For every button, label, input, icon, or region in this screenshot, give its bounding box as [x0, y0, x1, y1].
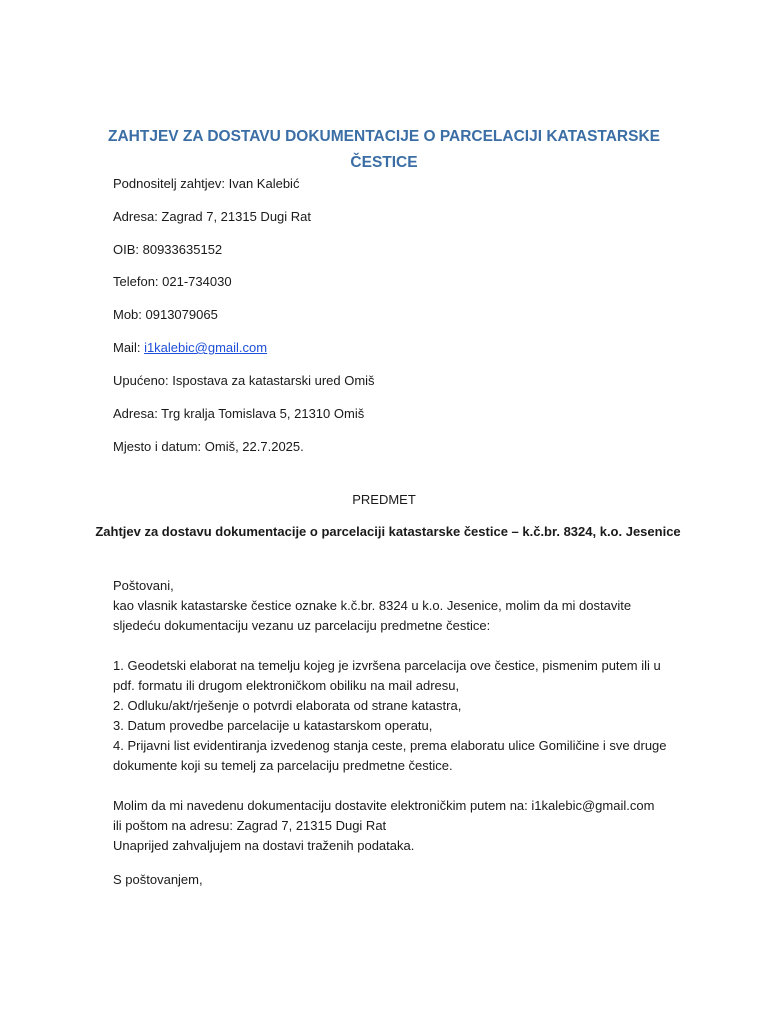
document-title: ZAHTJEV ZA DOSTAVU DOKUMENTACIJE O PARCELACIJI KATASTARSKE ČESTICE — [108, 128, 660, 171]
phone-line: Telefon: 021-734030 — [113, 274, 232, 289]
subject-label: PREDMET — [352, 492, 416, 507]
closing-line: S poštovanjem, — [113, 872, 203, 887]
addressed-to-line: Upućeno: Ispostava za katastarski ured Omiš — [113, 373, 375, 388]
mail-line — [113, 338, 267, 358]
item-4-line-2: dokumente koji su temelj za parcelaciju predmetne čestice. — [113, 758, 453, 773]
subject-line: Zahtjev za dostavu dokumentacije o parcelaciji katastarske čestice – k.č.br. 8324, k.o. Jesenice — [95, 524, 681, 539]
intro-line-2: sljedeću dokumentaciju vezanu uz parcelaciju predmetne čestice: — [113, 618, 491, 633]
mobile-line: Mob: 0913079065 — [113, 307, 218, 322]
mail-label: Mail: — [113, 340, 145, 355]
item-2: 2. Odluku/akt/rješenje o potvrdi elaborata od strane katastra, — [113, 698, 462, 713]
item-1-line-2: pdf. formatu ili drugom elektroničkom obiliku na mail adresu, — [113, 678, 460, 693]
mail-link[interactable]: i1kalebic@gmail.com — [144, 340, 268, 355]
applicant-line: Podnositelj zahtjev: Ivan Kalebić — [113, 176, 300, 191]
request-line-1: Molim da mi navedenu dokumentaciju dostavite elektroničkim putem na: i1kalebic@gmail.com — [113, 798, 655, 813]
office-address-line: Adresa: Trg kralja Tomislava 5, 21310 Omiš — [113, 406, 365, 421]
item-3: 3. Datum provedbe parcelacije u katastarskom operatu, — [113, 718, 433, 733]
applicant-address-line: Adresa: Zagrad 7, 21315 Dugi Rat — [113, 209, 312, 224]
request-line-2: ili poštom na adresu: Zagrad 7, 21315 Dugi Rat — [113, 818, 387, 833]
greeting: Poštovani, — [113, 578, 174, 593]
oib-line: OIB: 80933635152 — [113, 242, 223, 257]
thanks-line: Unaprijed zahvaljujem na dostavi traženih podataka. — [113, 838, 415, 853]
item-1-line-1: 1. Geodetski elaborat na temelju kojeg je izvršena parcelacija ove čestice, pismenim putem ili u — [113, 658, 661, 673]
place-date-line: Mjesto i datum: Omiš, 22.7.2025. — [113, 439, 304, 454]
intro-line-1: kao vlasnik katastarske čestice oznake k.č.br. 8324 u k.o. Jesenice, molim da mi dostavite — [113, 598, 632, 613]
item-4-line-1: 4. Prijavni list evidentiranja izvedenog stanja ceste, prema elaboratu ulice Gomiličine i sve druge — [113, 738, 667, 753]
